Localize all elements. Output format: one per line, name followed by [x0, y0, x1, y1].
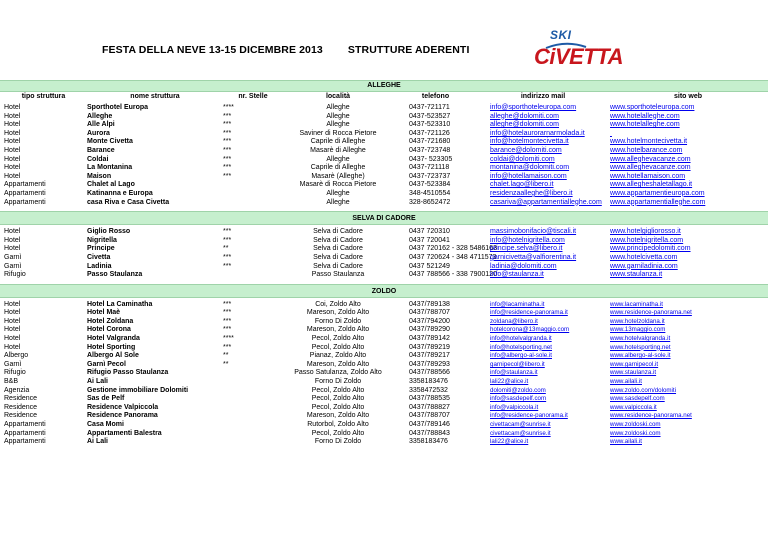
cell-stelle	[223, 271, 283, 280]
cell-web-link[interactable]: www.hotelzoldana.it	[610, 317, 665, 325]
cell-localita: Mareson, Zoldo Alto	[306, 326, 370, 334]
column-tipo	[0, 104, 87, 207]
cell-localita: Pecol, Zoldo Alto	[311, 395, 365, 403]
header-telefono: telefono	[421, 93, 450, 100]
cell-tipo: Hotel	[4, 300, 21, 308]
cell-tipo: Hotel	[4, 104, 21, 111]
cell-telefono: 0437-523527	[409, 112, 451, 120]
cell-web-link[interactable]: www.residence-panorama.net	[610, 309, 692, 317]
cell-tipo: Hotel	[4, 228, 21, 236]
cell-tipo: Hotel	[4, 343, 21, 351]
cell-nome: Principe	[87, 245, 115, 253]
cell-nome: Katinanna e Europa	[87, 189, 153, 197]
cell-mail-link[interactable]: info@sasdepelf.com	[490, 395, 547, 403]
cell-nome: Hotel Sporting	[87, 343, 136, 351]
column-stelle	[223, 228, 283, 280]
cell-stelle: ***	[223, 138, 232, 146]
cell-localita: Forno Di Zoldo	[314, 317, 362, 325]
cell-web-link[interactable]: www.hotelcivetta.com	[610, 253, 678, 261]
cell-telefono: 0437/788707	[409, 309, 450, 317]
cell-tipo: Appartamenti	[4, 438, 46, 446]
column-nome	[87, 104, 223, 207]
cell-stelle: ***	[223, 121, 232, 129]
cell-localita: Selva di Cadore	[313, 253, 363, 261]
cell-telefono: 0437/789142	[409, 335, 450, 343]
cell-stelle: ***	[223, 317, 232, 325]
cell-web-link[interactable]: www.alleghevacanze.com	[610, 155, 691, 163]
cell-telefono: 0437 720041	[409, 236, 450, 244]
cell-mail-link[interactable]: info@staulanza.it	[490, 271, 544, 279]
cell-localita: Pecol, Zoldo Alto	[311, 335, 365, 343]
cell-mail-link[interactable]: principe.selva@libero.it	[490, 245, 563, 253]
section-selva-di-cadore	[0, 225, 768, 284]
cell-tipo: Agenzia	[4, 386, 30, 394]
cell-web-link[interactable]: www.hotellamaison.com	[610, 172, 686, 180]
cell-nome: Appartamenti Balestra	[87, 429, 162, 437]
cell-web-link[interactable]: www.hotelalleghe.com	[610, 121, 680, 129]
cell-stelle: ***	[223, 172, 232, 180]
cell-nome: Ladinia	[87, 262, 112, 270]
cell-telefono: 0437-523384	[409, 181, 451, 189]
cell-tipo: Residence	[4, 412, 38, 420]
cell-telefono: 3358472532	[409, 386, 448, 394]
cell-mail-link[interactable]: info@hotellamaison.com	[490, 172, 567, 180]
cell-web-link[interactable]: www.hotelmontecivetta.it	[610, 138, 688, 146]
cell-nome: Garnì Pecol	[87, 360, 126, 368]
header-localita: località	[325, 93, 351, 100]
cell-localita: Caprile di Alleghe	[310, 164, 366, 172]
cell-nome: Giglio Rosso	[87, 228, 131, 236]
cell-nome: Gestione immobiliare Dolomiti	[87, 386, 189, 394]
cell-tipo: Hotel	[4, 172, 21, 180]
cell-mail-link[interactable]: coldai@dolomiti.com	[490, 155, 555, 163]
cell-mail-link[interactable]: info@lacaminatha.it	[490, 300, 545, 308]
column-web	[608, 301, 768, 447]
cell-localita: Mareson, Zoldo Alto	[306, 412, 370, 420]
cell-localita: Masarè di Alleghe	[310, 146, 366, 154]
column-mail	[478, 301, 608, 447]
cell-tipo: B&B	[4, 378, 19, 386]
cell-mail-link[interactable]: garnicivetta@valfiorentina.it	[490, 253, 577, 261]
cell-mail-link[interactable]: info@residence-panorama.it	[490, 309, 568, 317]
cell-mail-link[interactable]: hotelcorona@13maggio.com	[490, 326, 570, 334]
cell-tipo: Rifugio	[4, 271, 26, 279]
column-nome	[87, 228, 223, 280]
cell-tipo: Appartamenti	[4, 198, 46, 206]
cell-web-link[interactable]: www.albergo-al-sole.it	[610, 352, 671, 360]
cell-mail-link[interactable]: info@albergo-al-sole.it	[490, 352, 552, 360]
cell-stelle: ***	[223, 326, 232, 334]
cell-nome: casa Riva e Casa Civetta	[87, 198, 170, 206]
cell-stelle: ***	[223, 236, 232, 244]
cell-stelle	[223, 190, 283, 199]
cell-stelle	[223, 387, 283, 396]
cell-web-link[interactable]: www.hotelnigritella.com	[610, 236, 684, 244]
cell-localita: Selva di Cadore	[313, 262, 363, 270]
cell-telefono: 0437- 523305	[409, 155, 453, 163]
cell-localita: Selva di Cadore	[313, 228, 363, 236]
cell-tipo: Hotel	[4, 245, 21, 253]
cell-telefono: 0437/788827	[409, 403, 450, 411]
column-nome	[87, 301, 223, 447]
cell-telefono: 0437 720624 - 348 4711573	[409, 253, 497, 261]
column-telefono	[393, 301, 478, 447]
column-mail	[478, 104, 608, 207]
cell-nome: Ai Lali	[87, 378, 109, 386]
cell-localita: Selva di Cadore	[313, 245, 363, 253]
cell-mail-link[interactable]: info@sporthoteleuropa.com	[490, 104, 577, 111]
cell-nome: Civetta	[87, 253, 111, 261]
cell-web-link[interactable]: www.garnipecol.it	[610, 360, 659, 368]
cell-web-link[interactable]: www.principedolomiti.com	[610, 245, 691, 253]
cell-telefono: 0437/788707	[409, 412, 450, 420]
cell-nome: Rifugio Passo Staulanza	[87, 369, 169, 377]
cell-mail-link[interactable]: info@staulanza.it	[490, 369, 538, 377]
cell-mail-link[interactable]: info@valpiccola.it	[490, 403, 539, 411]
cell-stelle	[223, 181, 283, 190]
cell-web-link[interactable]: www.residence-panorama.net	[610, 412, 692, 420]
cell-localita: Mareson, Zoldo Alto	[306, 360, 370, 368]
cell-mail-link[interactable]: info@residence-panorama.it	[490, 412, 568, 420]
cell-web-link[interactable]: www.appartamentieuropa.com	[610, 189, 705, 197]
cell-mail-link[interactable]: info@hotelsporting.net	[490, 343, 553, 351]
cell-nome: Hotel Maè	[87, 309, 121, 317]
section-zoldo	[0, 298, 768, 451]
cell-telefono: 0437-721118	[409, 164, 450, 172]
header-nome: nome struttura	[130, 93, 180, 100]
cell-stelle	[223, 404, 283, 413]
cell-mail-link[interactable]: chalet.lago@libero.it	[490, 181, 554, 189]
column-stelle	[223, 301, 283, 447]
cell-mail-link[interactable]: montanina@dolomiti.com	[490, 164, 570, 172]
column-web	[608, 104, 768, 207]
cell-web-link[interactable]: www.hotelgigliorosso.it	[610, 228, 681, 236]
cell-telefono: 0437 720310	[409, 228, 450, 236]
cell-stelle: ***	[223, 343, 232, 351]
cell-nome: Chalet al Lago	[87, 181, 135, 189]
cell-web-link[interactable]: www.13maggio.com	[610, 326, 666, 334]
cell-stelle	[223, 378, 283, 387]
cell-nome: Maison	[87, 172, 112, 180]
cell-mail-link[interactable]: dolomiti@zoldo.com	[490, 386, 546, 394]
cell-tipo: Residence	[4, 403, 38, 411]
cell-web-link	[610, 130, 768, 139]
cell-telefono: 0437/789138	[409, 300, 450, 308]
cell-nome: Barance	[87, 146, 115, 154]
cell-nome: Nigritella	[87, 236, 117, 244]
cell-nome: La Montanina	[87, 164, 133, 172]
cell-nome: Ai Lali	[87, 438, 109, 446]
cell-nome: Residence Panorama	[87, 412, 158, 420]
cell-telefono: 0437/788566	[409, 369, 450, 377]
cell-mail-link[interactable]: residenzaalleghe@libero.it	[490, 189, 573, 197]
cell-mail-link[interactable]: civettacam@sunrise.it	[490, 421, 551, 428]
cell-stelle: **	[223, 360, 229, 368]
cell-nome: Coldai	[87, 155, 109, 163]
cell-mail-link[interactable]: alleghe@dolomiti.com	[490, 121, 559, 129]
cell-mail-link[interactable]: massimobonifacio@tiscali.it	[490, 228, 577, 236]
column-stelle	[223, 104, 283, 207]
cell-localita: Pecol, Zoldo Alto	[311, 386, 365, 394]
cell-localita: Pecol, Zoldo Alto	[311, 403, 365, 411]
cell-nome: Hotel Corona	[87, 326, 131, 334]
cell-nome: Monte Civetta	[87, 138, 133, 146]
cell-web-link[interactable]: www.appartamentialleghe.com	[610, 198, 706, 206]
cell-telefono: 0437-523310	[409, 121, 451, 129]
cell-tipo: Garnì	[4, 360, 22, 368]
cell-stelle: ***	[223, 253, 232, 261]
cell-web-link[interactable]: www.sasdepelf.com	[610, 395, 665, 403]
section-band-2	[0, 284, 768, 298]
cell-web-link[interactable]: www.zoldoski.com	[610, 429, 661, 437]
cell-tipo: Appartamenti	[4, 429, 46, 437]
header-web: sito web	[673, 93, 702, 100]
cell-localita: Coi, Zoldo Alto	[315, 300, 361, 308]
cell-mail-link[interactable]: ladinia@dolomiti.com	[490, 262, 557, 270]
cell-mail-link[interactable]: zoldana@libero.it	[490, 317, 538, 325]
cell-tipo: Hotel	[4, 236, 21, 244]
cell-web-link[interactable]: www.hotelbarance.com	[610, 146, 683, 154]
cell-web-link[interactable]: www.ailali.it	[610, 438, 642, 446]
header-mail: indirizzo mail	[520, 93, 566, 100]
cell-tipo: Hotel	[4, 335, 21, 343]
cell-tipo: Albergo	[4, 352, 29, 360]
cell-stelle: ***	[223, 262, 232, 270]
cell-tipo: Hotel	[4, 309, 21, 317]
cell-localita: Pianaz, Zoldo Alto	[309, 352, 367, 360]
cell-nome: Passo Staulanza	[87, 271, 143, 279]
column-localita	[283, 228, 393, 280]
cell-stelle: **	[223, 352, 229, 360]
cell-localita: Alleghe	[326, 155, 350, 163]
cell-localita: Alleghe	[326, 189, 350, 197]
cell-stelle: ***	[223, 228, 232, 236]
cell-nome: Hotel Valgranda	[87, 335, 140, 343]
cell-mail-link[interactable]: info@hotelaurorarnarmolada.it	[490, 129, 585, 137]
cell-telefono: 0437 720162 - 328 5486163	[409, 245, 497, 253]
cell-mail-link[interactable]: casariva@appartamentialleghe.com	[490, 198, 602, 206]
cell-telefono: 0437-721126	[409, 129, 450, 137]
cell-localita: Saviner di Rocca Pietore	[299, 129, 377, 137]
cell-stelle	[223, 199, 283, 208]
cell-telefono: 0437-721171	[409, 104, 450, 111]
cell-web-link[interactable]: www.staulanza.it	[610, 271, 663, 279]
cell-localita: Masarè di Rocca Pietore	[299, 181, 377, 189]
cell-tipo: Hotel	[4, 155, 21, 163]
column-tipo	[0, 228, 87, 280]
cell-web-link[interactable]: www.hotelvalgranda.it	[610, 335, 671, 343]
cell-nome: Albergo Al Sole	[87, 352, 139, 360]
cell-tipo: Garnì	[4, 253, 22, 261]
cell-stelle: ***	[223, 309, 232, 317]
cell-nome: Residence Valpiccola	[87, 403, 159, 411]
title-main: FESTA DELLA NEVE 13-15 DICEMBRE 2013	[102, 44, 323, 56]
column-web	[608, 228, 768, 280]
section-title: ALLEGHE	[367, 82, 401, 89]
cell-mail-link[interactable]: barance@dolomiti.com	[490, 146, 562, 154]
structures-table	[0, 80, 768, 451]
cell-tipo: Hotel	[4, 138, 21, 146]
cell-telefono: 0437/788843	[409, 429, 450, 437]
cell-tipo: Hotel	[4, 112, 21, 120]
cell-mail-link[interactable]: info@hotelnigritella.com	[490, 236, 565, 244]
cell-localita: Caprile di Alleghe	[310, 138, 366, 146]
cell-nome: Alleghe	[87, 112, 113, 120]
cell-stelle	[223, 438, 283, 447]
cell-stelle: ****	[223, 104, 234, 111]
column-localita	[283, 104, 393, 207]
cell-tipo: Appartamenti	[4, 181, 46, 189]
cell-nome: Alle Alpi	[87, 121, 115, 129]
cell-stelle: ***	[223, 112, 232, 120]
cell-telefono: 0437/789217	[409, 352, 450, 360]
cell-mail-link[interactable]: civettacam@sunrise.it	[490, 429, 551, 437]
cell-web-link[interactable]: www.allegheshaletallago.it	[610, 181, 693, 189]
cell-telefono: 3358183476	[409, 438, 448, 446]
cell-stelle	[223, 412, 283, 421]
section-title: SELVA DI CADORE	[352, 215, 416, 223]
cell-stelle	[223, 421, 283, 430]
logo-word: CiVETTA	[534, 44, 623, 69]
cell-stelle: ***	[223, 164, 232, 172]
cell-mail-link[interactable]: info@hotelvalgranda.it	[490, 335, 552, 343]
cell-localita: Alleghe	[326, 112, 350, 120]
cell-web-link[interactable]: www.lacaminatha.it	[610, 300, 663, 308]
ski-civetta-logo	[532, 28, 623, 78]
cell-tipo: Hotel	[4, 121, 21, 129]
cell-localita: Alleghe	[326, 121, 350, 129]
title-sub: STRUTTURE ADERENTI	[347, 44, 470, 56]
cell-mail-link[interactable]: info@hotelmontecivetta.it	[490, 138, 569, 146]
section-alleghe	[0, 101, 768, 211]
cell-stelle	[223, 430, 283, 439]
cell-mail-link[interactable]: lali22@alice.it	[490, 438, 529, 446]
cell-mail-link[interactable]: alleghe@dolomiti.com	[490, 112, 559, 120]
cell-localita: Selva di Cadore	[313, 236, 363, 244]
cell-telefono: 0437/789146	[409, 421, 450, 428]
cell-web-link[interactable]: www.hotelalleghe.com	[610, 112, 680, 120]
cell-stelle	[223, 395, 283, 404]
cell-web-link[interactable]: www.valpiccola.it	[610, 403, 657, 411]
cell-tipo: Garnì	[4, 262, 22, 270]
cell-tipo: Appartamenti	[4, 421, 46, 428]
cell-telefono: 0437/789293	[409, 360, 450, 368]
cell-telefono: 0437 521249	[409, 262, 450, 270]
cell-stelle: ***	[223, 155, 232, 163]
cell-tipo: Hotel	[4, 164, 21, 172]
header-tipo: tipo struttura	[21, 93, 66, 100]
cell-tipo: Hotel	[4, 317, 21, 325]
cell-localita: Masarè (Alleghe)	[311, 172, 365, 180]
cell-telefono: 348-4510554	[409, 189, 451, 197]
column-telefono	[393, 228, 497, 280]
cell-localita: Passo Staulanza	[311, 271, 365, 279]
column-telefono	[393, 104, 478, 207]
logo-ski-text: SKI	[550, 28, 572, 42]
cell-localita: Pecol, Zoldo Alto	[311, 343, 365, 351]
cell-telefono: 328-8652472	[409, 198, 451, 206]
cell-nome: Hotel La Caminatha	[87, 300, 153, 308]
cell-stelle: ***	[223, 300, 232, 308]
cell-web-link[interactable]: www.hotelsporting.net	[610, 343, 671, 351]
cell-mail-link[interactable]: garnipecol@libero.it	[490, 360, 545, 368]
cell-stelle: **	[223, 245, 229, 253]
document-title	[102, 44, 469, 56]
cell-telefono: 0437/788535	[409, 395, 450, 403]
cell-web-link[interactable]: www.alleghevacanze.com	[610, 164, 691, 172]
cell-telefono: 0437/789290	[409, 326, 450, 334]
cell-telefono: 0437-721680	[409, 138, 451, 146]
section-band-1	[0, 211, 768, 225]
cell-localita: Alleghe	[326, 104, 350, 111]
cell-nome: Hotel Zoldana	[87, 317, 134, 325]
cell-mail-link[interactable]: lali22@alice.it	[490, 378, 529, 386]
cell-telefono: 0437/794200	[409, 317, 450, 325]
cell-localita: Rutorbol, Zoldo Alto	[307, 421, 369, 428]
cell-localita: Alleghe	[326, 198, 350, 206]
cell-telefono: 3358183476	[409, 378, 448, 386]
header-stelle: nr. Stelle	[238, 93, 268, 100]
cell-web-link[interactable]: www.sporthoteleuropa.com	[610, 104, 695, 111]
table-header	[0, 92, 768, 101]
cell-web-link[interactable]: www.zoldoski.com	[610, 421, 661, 428]
cell-tipo: Residence	[4, 395, 38, 403]
cell-localita: Forno Di Zoldo	[314, 438, 362, 446]
section-band-0	[0, 80, 768, 92]
cell-localita: Forno Di Zoldo	[314, 378, 362, 386]
column-localita	[283, 301, 393, 447]
cell-tipo: Rifugio	[4, 369, 26, 377]
cell-nome: Aurora	[87, 129, 110, 137]
cell-tipo: Hotel	[4, 326, 21, 334]
cell-stelle	[223, 369, 283, 378]
cell-stelle: ***	[223, 146, 232, 154]
cell-web-link[interactable]: www.ailali.it	[610, 378, 642, 386]
section-title: ZOLDO	[371, 287, 397, 295]
cell-stelle: ****	[223, 335, 234, 343]
cell-web-link[interactable]: www.garniladinia.com	[610, 262, 678, 270]
cell-telefono: 0437 788566 - 338 7900120	[409, 271, 497, 279]
cell-telefono: 0437-723748	[409, 146, 451, 154]
cell-stelle: ***	[223, 129, 232, 137]
cell-localita: Passo Satulanza, Zoldo Alto	[294, 369, 382, 377]
cell-nome: Casa Momi	[87, 421, 124, 428]
cell-localita: Pecol, Zoldo Alto	[311, 429, 365, 437]
column-tipo	[0, 301, 87, 447]
cell-nome: Sporthotel Europa	[87, 104, 149, 111]
cell-tipo: Hotel	[4, 129, 21, 137]
cell-web-link[interactable]: www.staulanza.it	[610, 369, 657, 377]
cell-telefono: 0437-723737	[409, 172, 451, 180]
cell-tipo: Appartamenti	[4, 189, 46, 197]
cell-telefono: 0437/789219	[409, 343, 450, 351]
cell-nome: Sas de Pelf	[87, 395, 125, 403]
cell-tipo: Hotel	[4, 146, 21, 154]
cell-web-link[interactable]: www.zoldo.com/dolomiti	[610, 386, 677, 394]
cell-localita: Mareson, Zoldo Alto	[306, 309, 370, 317]
column-mail	[478, 228, 608, 280]
